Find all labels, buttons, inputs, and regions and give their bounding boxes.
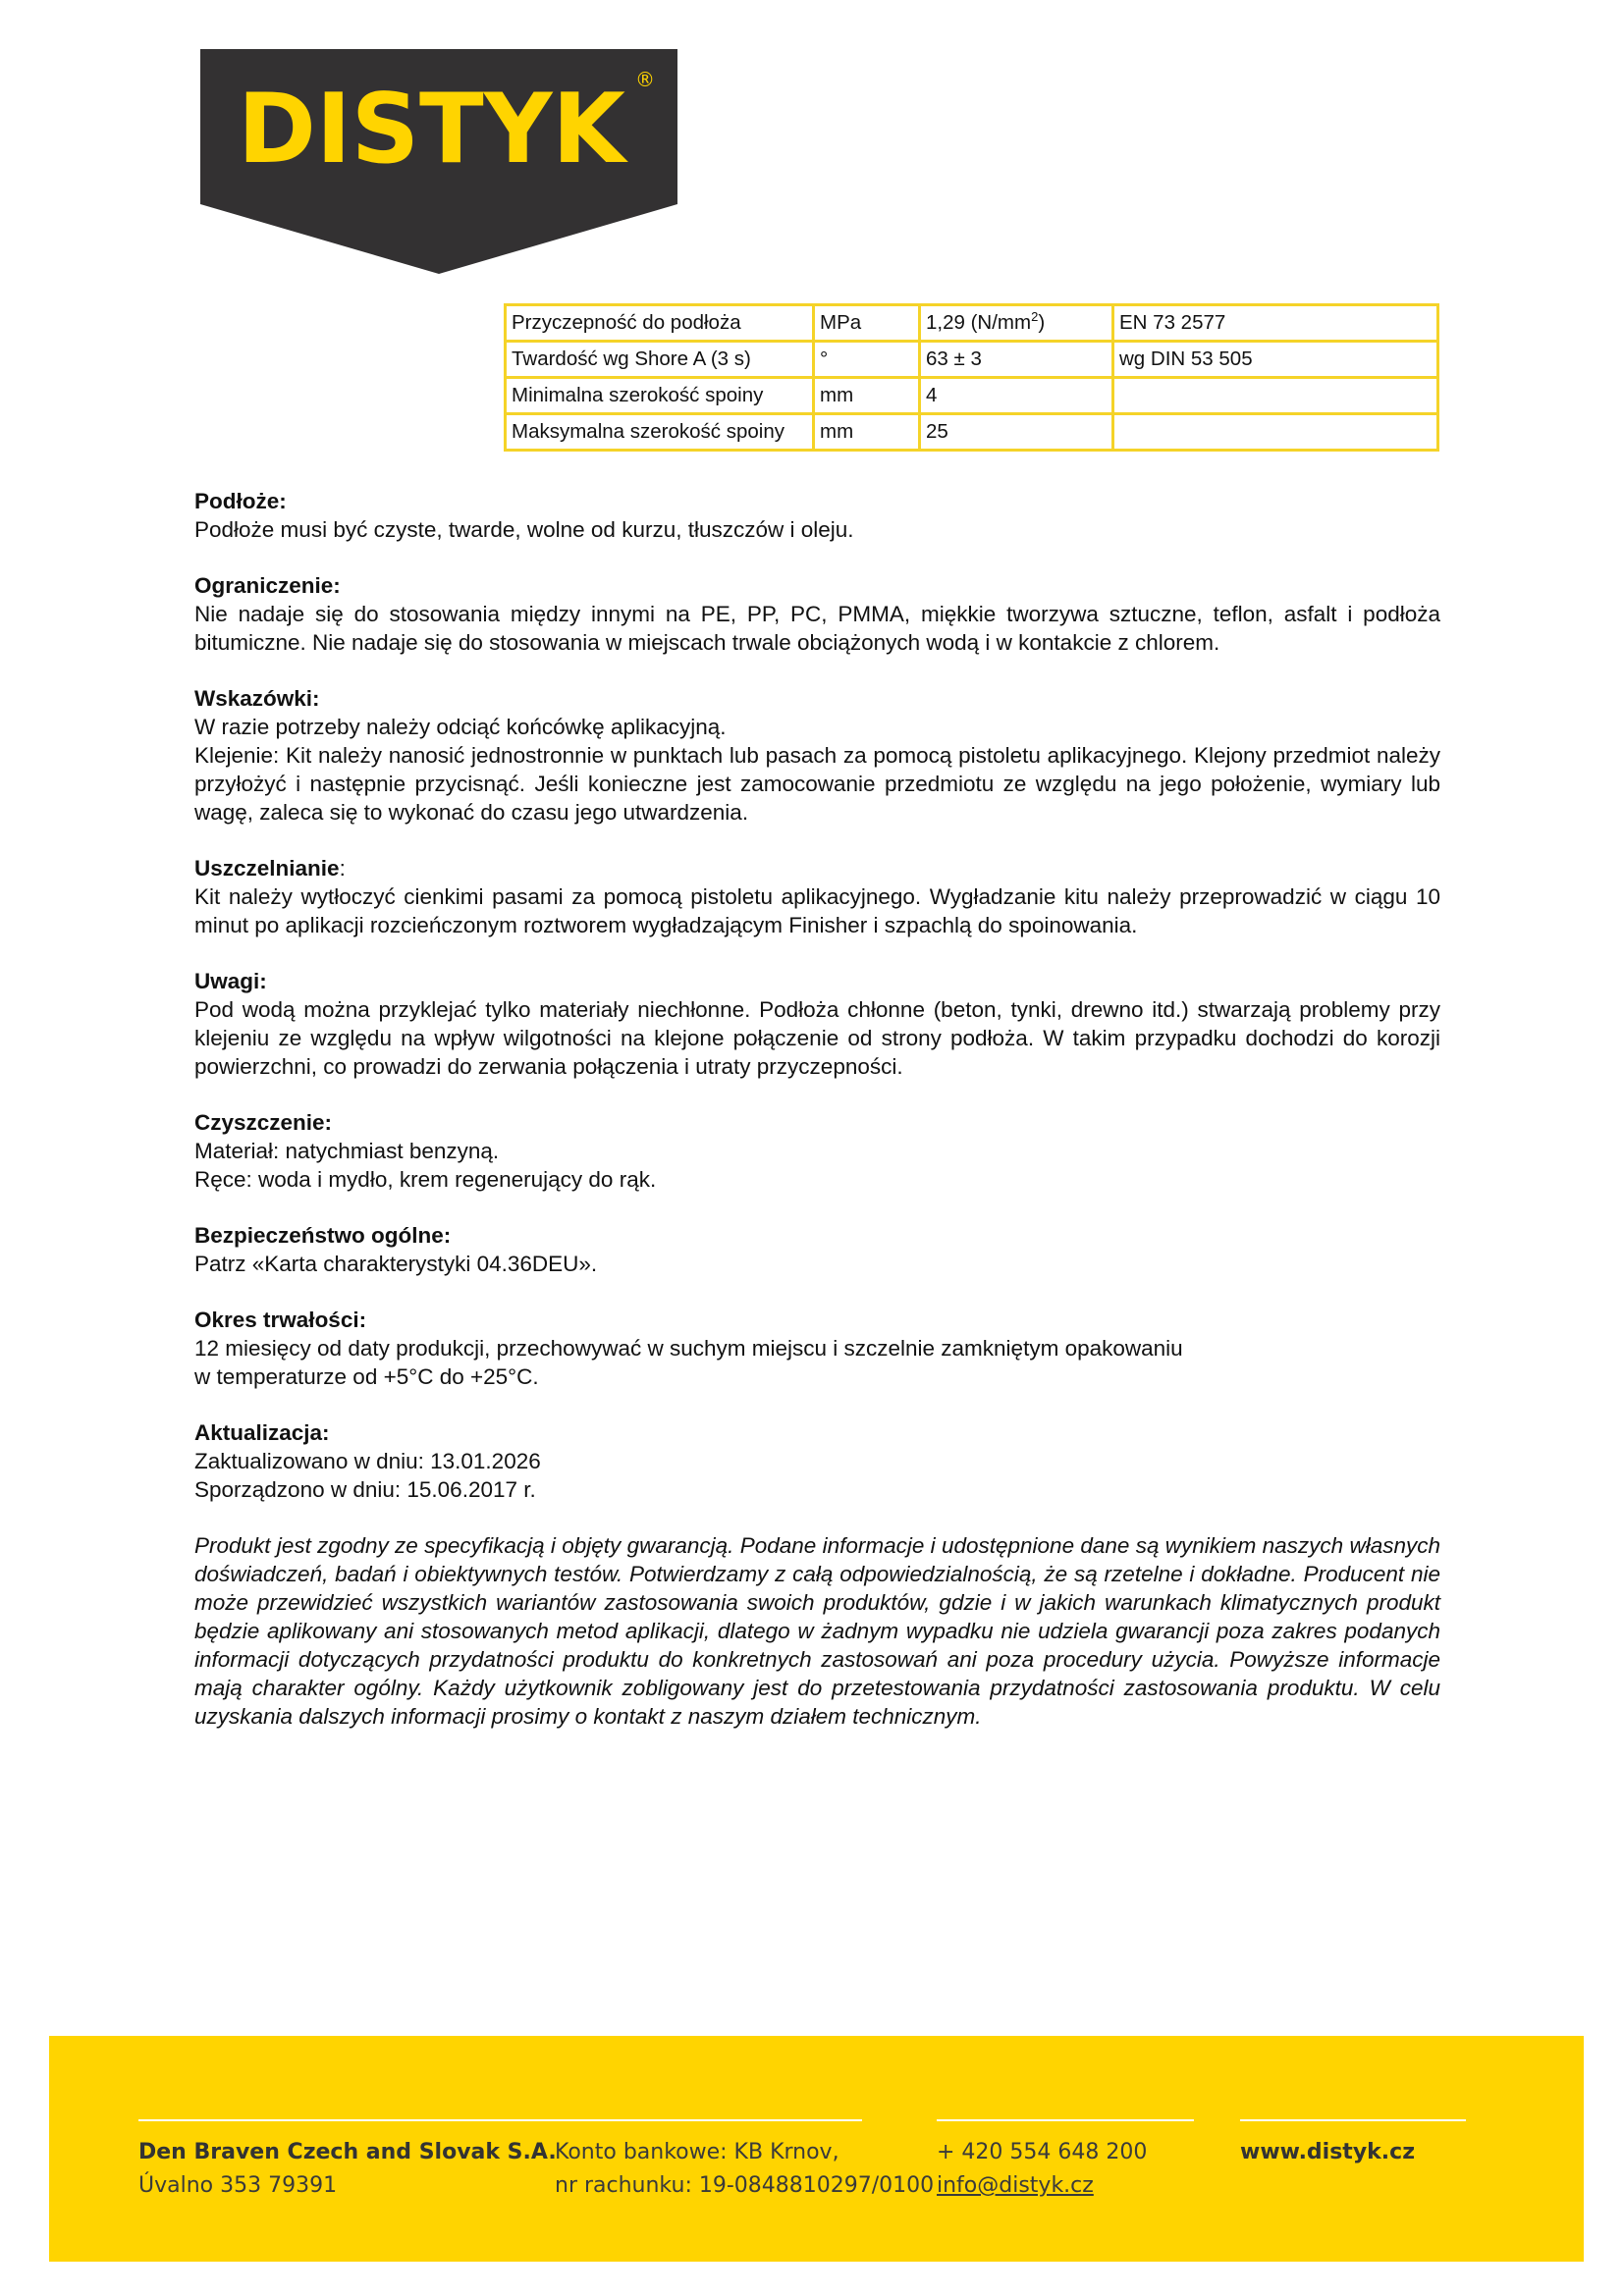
property-name: Minimalna szerokość spoiny: [506, 378, 814, 414]
property-unit: mm: [814, 378, 920, 414]
table-row: [506, 305, 1438, 342]
section-text: W razie potrzeby należy odciąć końcówkę aplikacyjną.: [194, 715, 727, 739]
table-row: [506, 378, 1438, 414]
section-title: Czyszczenie:: [194, 1110, 333, 1135]
section-uwagi: [194, 967, 1440, 1081]
property-name: Twardość wg Shore A (3 s): [506, 342, 814, 378]
section-title: Podłoże:: [194, 489, 287, 513]
section-title: Uszczelnianie:: [194, 856, 346, 881]
section-czyszczenie: [194, 1108, 1440, 1194]
section-text: Pod wodą można przyklejać tylko materiały niechłonne. Podłoża chłonne (beton, tynki, drewno itd.) stwarzają problemy przy klejeniu ze względu na wpływ wilgotności na klejone połączenie od strony podłoża. W takim przypadku dochodzi do korozji powierzchni, co prowadzi do zerwania połączenia i utraty przyczepności.: [194, 997, 1440, 1079]
distyk-logo: [200, 49, 677, 274]
section-uszczelnianie: [194, 854, 1440, 939]
section-title: Bezpieczeństwo ogólne:: [194, 1223, 452, 1248]
section-text: w temperaturze od +5°C do +25°C.: [194, 1364, 539, 1389]
property-unit: °: [814, 342, 920, 378]
svg-text:®: ®: [635, 68, 655, 91]
footer-web-column: [1240, 2119, 1466, 2169]
property-unit: MPa: [814, 305, 920, 342]
divider: [937, 2119, 1194, 2121]
warranty-disclaimer: Produkt jest zgodny ze specyfikacją i objęty gwarancją. Podane informacje i udostępnione dane są wynikiem naszych własnych doświadczeń, badań i obiektywnych testów. Potwierdzamy z całą odpowiedzialnością, że są rzetelne i dokładne. Producent nie może przewidzieć wszystkich wariantów zastosowania swoich produktów, gdzie i w jakich warunkach klimatycznych produkt będzie aplikowany ani stosowanych metod aplikacji, dlatego w żadnym wypadku nie udziela gwarancji poza zakres podanych informacji dotyczących przydatności produktu do konkretnych zastosowań ani poza procedury użycia. Powyższe informacje mają charakter ogólny. Każdy użytkownik zobligowany jest do przetestowania przydatności zastosowania produktu. W celu uzyskania dalszych informacji prosimy o kontakt z naszym działem technicznym.: [194, 1533, 1440, 1729]
spec-table: [504, 303, 1439, 452]
footer-contact-column: [937, 2119, 1194, 2203]
website-link[interactable]: www.distyk.cz: [1240, 2140, 1415, 2164]
property-value: 1,29 $(N/mm^2)$: [920, 305, 1113, 342]
section-title: Aktualizacja:: [194, 1420, 330, 1445]
footer-company-column: [138, 2119, 567, 2203]
table-row: [506, 342, 1438, 378]
section-title: Wskazówki:: [194, 686, 320, 711]
property-value: 63 ± 3: [920, 342, 1113, 378]
section-title: Ograniczenie:: [194, 573, 341, 598]
property-value: 25: [920, 414, 1113, 451]
property-name: Przyczepność do podłoża: [506, 305, 814, 342]
footer-bank-column: [555, 2119, 935, 2203]
section-bezpieczenstwo: [194, 1221, 1440, 1278]
section-aktualizacja: [194, 1418, 1440, 1504]
section-wskazowki: [194, 684, 1440, 827]
section-podloze: [194, 487, 1440, 544]
bank-name: Konto bankowe: KB Krnov,: [555, 2140, 839, 2164]
property-norm: [1113, 378, 1438, 414]
property-norm: wg DIN 53 505: [1113, 342, 1438, 378]
section-text: Kit należy wytłoczyć cienkimi pasami za pomocą pistoletu aplikacyjnego. Wygładzanie kitu należy przeprowadzić w ciągu 10 minut po aplikacji rozcieńczonym roztworem wygładzającym Finisher i szpachlą do spoinowania.: [194, 884, 1440, 937]
section-text: Nie nadaje się do stosowania między innymi na PE, PP, PC, PMMA, miękkie tworzywa sztuczne, teflon, asfalt i podłoża bitumiczne. Nie nadaje się do stosowania w miejscach trwale obciążonych wodą i w kontakcie z chlorem.: [194, 602, 1440, 655]
section-text: Klejenie: Kit należy nanosić jednostronnie w punktach lub pasach za pomocą pistoletu aplikacyjnego. Klejony przedmiot należy przyłożyć i następnie przycisnąć. Jeśli konieczne jest zamocowanie przedmiotu ze względu na jego położenie, wymiary lub wagę, zaleca się to wykonać do czasu jego utwardzenia.: [194, 743, 1440, 825]
section-text: Zaktualizowano w dniu: 13.01.2026: [194, 1449, 541, 1473]
svg-text:DISTYK: DISTYK: [238, 74, 628, 186]
section-text: 12 miesięcy od daty produkcji, przechowywać w suchym miejscu i szczelnie zamkniętym opakowaniu: [194, 1336, 1183, 1361]
section-title: Uwagi:: [194, 969, 267, 993]
section-text: Ręce: woda i mydło, krem regenerujący do rąk.: [194, 1167, 657, 1192]
property-name: Maksymalna szerokość spoiny: [506, 414, 814, 451]
table-row: [506, 414, 1438, 451]
section-title: Okres trwałości:: [194, 1308, 367, 1332]
section-okres: [194, 1306, 1440, 1391]
email-link[interactable]: info@distyk.cz: [937, 2173, 1094, 2198]
bank-account: nr rachunku: 19-0848810297/0100: [555, 2173, 935, 2198]
company-name: Den Braven Czech and Slovak S.A.: [138, 2140, 557, 2164]
phone-number[interactable]: + 420 554 648 200: [937, 2140, 1148, 2164]
divider: [1240, 2119, 1466, 2121]
section-text: Patrz «Karta charakterystyki 04.36DEU».: [194, 1252, 598, 1276]
document-body: [194, 487, 1440, 1731]
divider: [138, 2119, 567, 2121]
property-value: 4: [920, 378, 1113, 414]
property-norm: [1113, 414, 1438, 451]
footer: [49, 2036, 1584, 2262]
section-ograniczenie: [194, 571, 1440, 657]
section-text: Materiał: natychmiast benzyną.: [194, 1139, 500, 1163]
section-text: Sporządzono w dniu: 15.06.2017 r.: [194, 1477, 536, 1502]
property-unit: mm: [814, 414, 920, 451]
section-text: Podłoże musi być czyste, twarde, wolne od kurzu, tłuszczów i oleju.: [194, 517, 854, 542]
divider: [555, 2119, 862, 2121]
company-address: Úvalno 353 79391: [138, 2173, 338, 2198]
property-norm: EN 73 2577: [1113, 305, 1438, 342]
